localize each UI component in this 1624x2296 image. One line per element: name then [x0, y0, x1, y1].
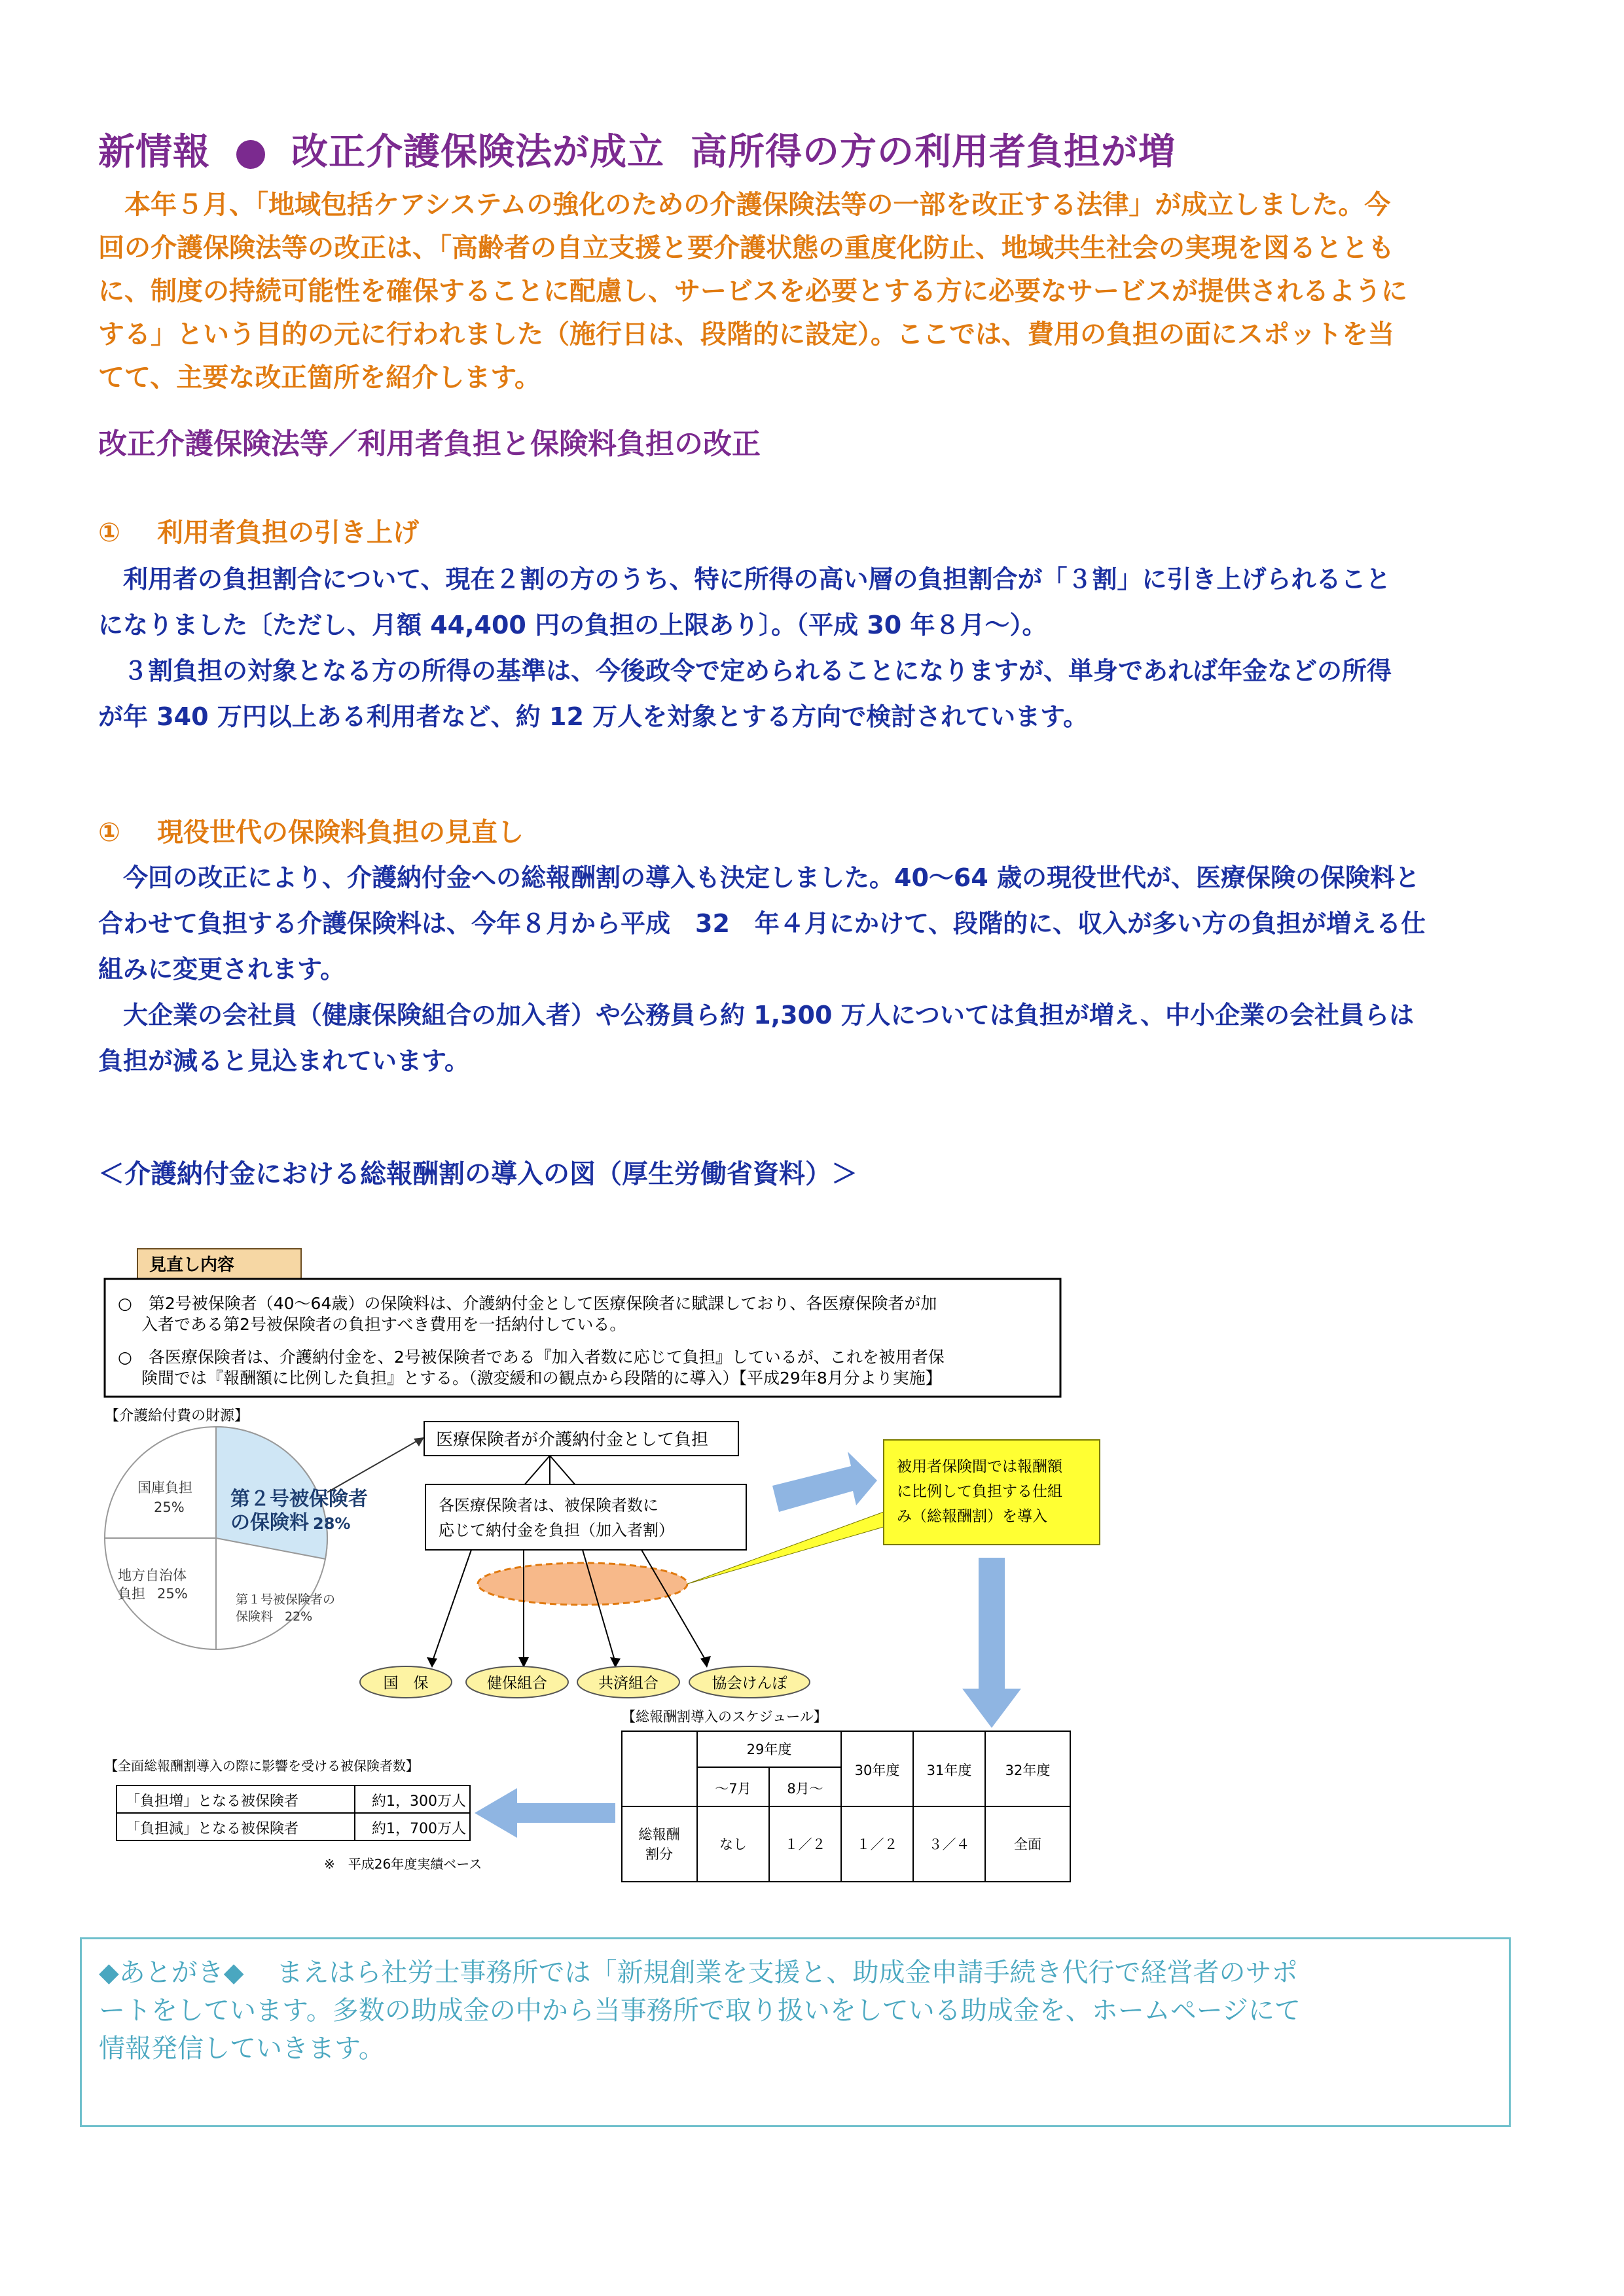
box-top-label: 医療保険者が介護納付金として負担	[436, 1430, 709, 1450]
bullet1-line1: ○ 第2号被保険者（40～64歳）の保険料は、介護納付金として医療保険者に賦課しており、各医療保険者が加	[118, 1294, 937, 1313]
pointer-line	[327, 1440, 419, 1492]
pie-label-local-l1: 地方自治体	[118, 1568, 187, 1583]
note-line3: み（総報酬割）を導入	[897, 1508, 1047, 1525]
affected-row-value: 約1，300万人	[372, 1793, 466, 1810]
schedule-h30: 30年度	[854, 1763, 900, 1778]
intro-line: に、制度の持続可能性を確保することに配慮し、サービスを必要とする方に必要なサービスが提供されるように	[98, 276, 1407, 306]
title-main: 改正介護保険法が成立	[291, 131, 664, 173]
afterword-label: ◆あとがき◆	[99, 1958, 244, 1988]
figure-diagram	[98, 1244, 1113, 1885]
schedule-row-label-l1: 総報酬	[638, 1827, 680, 1842]
box-mid	[425, 1484, 746, 1550]
schedule-from8: 8月～	[787, 1781, 823, 1797]
title-sub: 高所得の方の利用者負担が増	[691, 131, 1176, 173]
afterword-line: ◆あとがき◆ まえはら社労士事務所では「新規創業を支援と、助成金申請手続き代行で経営者のサポ	[99, 1958, 1298, 1988]
schedule-table	[622, 1731, 1070, 1882]
page-title	[98, 123, 1176, 175]
section1-heading	[98, 512, 419, 549]
schedule-value: ３／４	[928, 1837, 970, 1852]
pie-pct-second: 28%	[313, 1515, 351, 1533]
pie-pct-local: 25%	[157, 1586, 188, 1602]
section1-line: 利用者の負担割合について、現在２割の方のうち、特に所得の高い層の負担割合が「３割」に引き上げられること	[123, 565, 1391, 594]
bullet2-line1: ○ 各医療保険者は、介護納付金を、2号被保険者である『加入者数に応じて負担』しているが、これを被用者保	[118, 1348, 945, 1367]
blue-arrow-left-icon	[475, 1788, 615, 1838]
intro-line: 本年５月、「地域包括ケアシステムの強化のための介護保険法等の一部を改正する法律」が成立しました。今	[124, 190, 1391, 220]
section2-line: 今回の改正により、介護納付金への総報酬割の導入も決定しました。40～64 歳の現役世代が、医療保険の保険料と	[123, 863, 1420, 892]
schedule-label: 【総報酬割導入のスケジュール】	[622, 1709, 827, 1725]
schedule-value: １／２	[856, 1837, 898, 1852]
insurer-pills	[360, 1666, 810, 1698]
review-tab-label: 見直し内容	[149, 1255, 235, 1275]
section1-number: ①	[98, 518, 120, 548]
affected-row-label: 「負担増」となる被保険者	[126, 1793, 299, 1810]
section1-line: になりました〔ただし、月額 44,400 円の負担の上限あり〕。（平成 30 年８月～）。	[98, 611, 1047, 639]
section2-body	[98, 855, 1538, 1084]
affected-row-value: 約1，700万人	[372, 1821, 466, 1837]
box-mid-line2: 応じて納付金を負担（加入者割）	[439, 1521, 674, 1539]
intro-line: てて、主要な改正箇所を紹介します。	[98, 363, 541, 393]
arrowhead-icon	[427, 1657, 437, 1668]
schedule-value: １／２	[784, 1837, 826, 1852]
section1-body	[98, 556, 1538, 740]
affected-row-label: 「負担減」となる被保険者	[126, 1821, 299, 1837]
section1-line: ３割負担の対象となる方の所得の基準は、今後政令で定められることになりますが、単身であれば年金などの所得	[123, 656, 1392, 685]
pie-label-first-l2: 保険料	[236, 1609, 274, 1624]
pie-label-second-l1: 第２号被保険者	[230, 1488, 368, 1511]
section2-line: 負担が減ると見込まれています。	[98, 1047, 469, 1075]
schedule-value: なし	[719, 1837, 747, 1852]
highlight-ellipse	[478, 1563, 687, 1605]
pie-label-national: 国庫負担	[137, 1480, 192, 1496]
intro-line: 回の介護保険法等の改正は、「高齢者の自立支援と要介護状態の重度化防止、地域共生社会の実現を図るととも	[98, 233, 1394, 263]
arrowhead-icon	[700, 1656, 711, 1668]
bullet-dot-icon	[236, 140, 265, 169]
insurer-label: 共済組合	[598, 1675, 659, 1692]
box-mid-line1: 各医療保険者は、被保険者数に	[439, 1496, 659, 1515]
blue-arrow-down-icon	[962, 1558, 1021, 1728]
schedule-h29: 29年度	[746, 1742, 792, 1757]
pie-label-second-l2: の保険料	[230, 1511, 309, 1534]
blue-arrow-right-icon	[772, 1452, 877, 1512]
schedule-h32: 32年度	[1005, 1763, 1051, 1778]
afterword-box	[80, 1937, 1511, 2127]
schedule-value: 全面	[1014, 1837, 1041, 1852]
finance-pie	[105, 1427, 368, 1649]
note-line2: に比例して負担する仕組	[897, 1483, 1062, 1500]
section2-line: 組みに変更されます。	[98, 955, 345, 984]
section2-heading	[98, 812, 524, 849]
pie-label-first-l1: 第１号被保険者の	[236, 1592, 336, 1607]
intro-paragraph	[98, 183, 1538, 399]
section1-line: が年 340 万円以上ある利用者など、約 12 万人を対象とする方向で検討されています。	[98, 702, 1089, 731]
intro-line: する」という目的の元に行われました（施行日は、段階的に設定）。ここでは、費用の負担の面にスポットを当	[98, 319, 1394, 350]
figure-caption: ＜介護納付金における総報酬割の導入の図（厚生労働省資料）＞	[98, 1159, 857, 1189]
insurer-label: 健保組合	[487, 1675, 547, 1692]
section2-number: ①	[98, 817, 120, 848]
schedule-to7: ～7月	[715, 1781, 751, 1797]
afterword-line: 情報発信していきます。	[99, 2034, 385, 2064]
note-line1: 被用者保険間では報酬額	[897, 1458, 1062, 1475]
schedule-row-label-l2: 割分	[645, 1846, 673, 1862]
finance-label: 【介護給付費の財源】	[105, 1408, 249, 1424]
affected-label: 【全面総報酬割導入の際に影響を受ける被保険者数】	[105, 1758, 419, 1774]
bullet1-line2: 入者である第2号被保険者の負担すべき費用を一括納付している。	[141, 1315, 626, 1334]
section-subtitle: 改正介護保険法等／利用者負担と保険料負担の改正	[98, 427, 761, 461]
title-tag: 新情報	[98, 131, 210, 173]
section1-title: 利用者負担の引き上げ	[157, 518, 419, 548]
section2-line: 合わせて負担する介護保険料は、今年８月から平成 32 年４月にかけて、段階的に、収入が多い方の負担が増える仕	[98, 909, 1426, 938]
afterword-line: ートをしています。多数の助成金の中から当事務所で取り扱いをしている助成金を、ホームページにて	[99, 1996, 1301, 2026]
section2-title: 現役世代の保険料負担の見直し	[157, 817, 524, 848]
section2-line: 大企業の会社員（健康保険組合の加入者）や公務員ら約 1,300 万人については負担が増え、中小企業の会社員らは	[123, 1001, 1415, 1030]
affected-note: ※ 平成26年度実績ベース	[324, 1856, 482, 1872]
schedule-h31: 31年度	[926, 1763, 972, 1778]
pie-pct-national: 25%	[154, 1499, 185, 1515]
bullet2-line2: 険間では『報酬額に比例した負担』とする。（激変緩和の観点から段階的に導入）【平成29年8月分より実施】	[141, 1369, 942, 1388]
insurer-label: 協会けんぽ	[712, 1675, 787, 1692]
pie-pct-first: 22%	[285, 1609, 313, 1624]
pie-label-local-l2: 負担	[118, 1586, 145, 1602]
insurer-label: 国 保	[383, 1675, 429, 1692]
